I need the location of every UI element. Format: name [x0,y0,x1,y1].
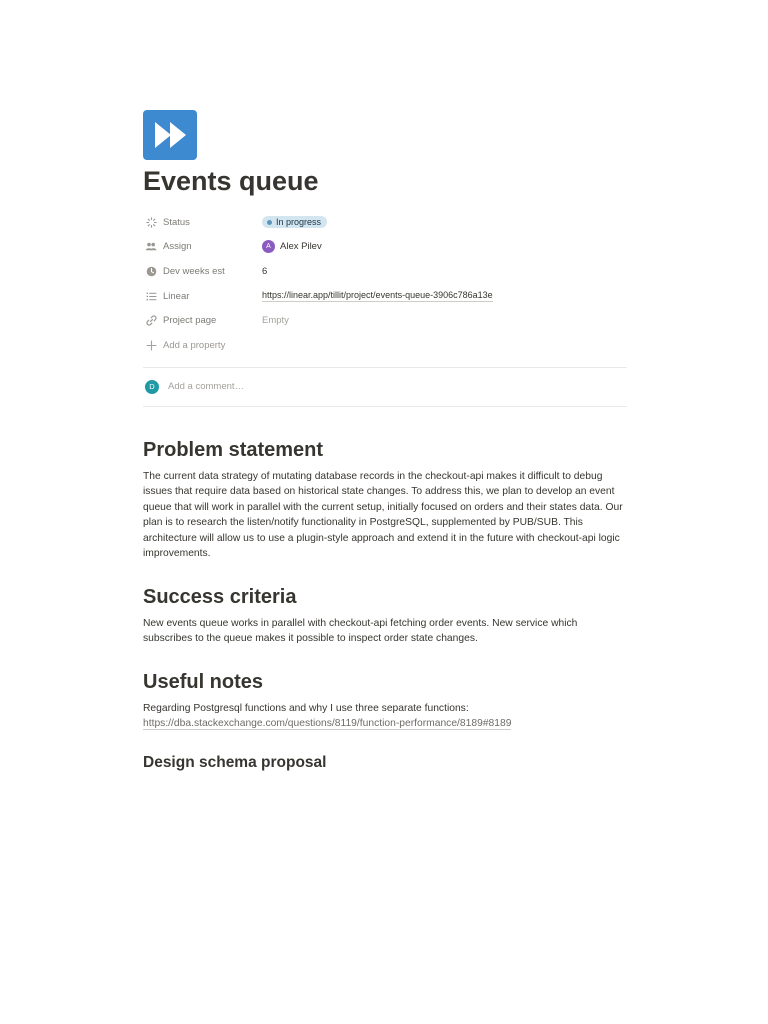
heading-success-criteria[interactable]: Success criteria [143,585,297,608]
project-page-empty: Empty [262,315,289,327]
useful-notes-body: Regarding Postgresql functions and why I use three separate functions: [143,702,469,714]
property-value[interactable] [262,290,493,302]
property-name[interactable] [143,315,262,327]
avatar: A [262,240,275,253]
status-badge[interactable] [262,216,327,228]
property-value[interactable] [262,315,289,326]
heading-design-schema-proposal[interactable]: Design schema proposal [143,753,327,771]
property-name[interactable] [143,241,262,253]
clock-icon [145,265,157,277]
page-content [143,110,627,773]
avatar: D [145,380,159,394]
useful-notes-text[interactable] [143,701,627,732]
property-name[interactable] [143,265,262,277]
status-dot-icon [267,220,272,225]
add-property-button[interactable] [143,333,627,358]
comment-box[interactable] [143,368,627,406]
property-label: Assign [163,241,192,253]
property-value[interactable] [262,266,267,277]
property-value[interactable] [262,240,322,253]
link-icon [145,315,157,327]
property-dev-weeks[interactable] [143,259,627,284]
comment-input[interactable]: Add a comment… [168,381,245,393]
add-property-label: Add a property [163,339,226,351]
property-assign[interactable] [143,235,627,260]
linear-link[interactable]: https://linear.app/tillit/project/events-queue-3906c786a13e [262,290,493,301]
property-label: Linear [163,290,190,302]
assignee-name: Alex Pilev [280,241,322,253]
page-title[interactable]: Events queue [143,166,319,196]
property-label: Status [163,216,190,228]
divider [143,406,627,407]
property-linear[interactable] [143,284,627,309]
success-criteria-text[interactable]: New events queue works in parallel with checkout-api fetching order events. New service which subscribes to the queue makes it possible to inspect order state changes. [143,617,578,645]
status-text: In progress [276,217,322,228]
people-icon [145,241,157,253]
property-name[interactable] [143,339,262,351]
property-name[interactable] [143,290,262,302]
fast-forward-icon[interactable] [143,110,197,160]
list-icon [145,290,157,302]
property-value[interactable] [262,216,327,228]
plus-icon [145,339,157,351]
property-name[interactable] [143,216,262,228]
dev-weeks-value: 6 [262,265,268,277]
properties-panel [143,210,627,358]
property-label: Dev weeks est [163,265,225,277]
heading-problem-statement[interactable]: Problem statement [143,438,324,461]
problem-statement-text[interactable]: The current data strategy of mutating database records in the checkout-api makes it difficult to debug issues that require data based on historical state changes. To address this, we plan to develop an event queue that will work in parallel with the current setup, initially focused on orders and their states data. Our plan is to research the listen/notify functionality in PostgreSQL, supplemented by PUB/SUB. This architecture will allow us to use a plugin-style approach and extend it in the future with checkout-api logic improvements. [143,470,623,560]
stackexchange-link[interactable]: https://dba.stackexchange.com/questions/8119/function-performance/8189#8189 [143,718,512,730]
property-project-page[interactable] [143,308,627,333]
property-status[interactable] [143,210,627,235]
heading-useful-notes[interactable]: Useful notes [143,670,264,693]
property-label: Project page [163,315,217,327]
status-icon [145,216,157,228]
